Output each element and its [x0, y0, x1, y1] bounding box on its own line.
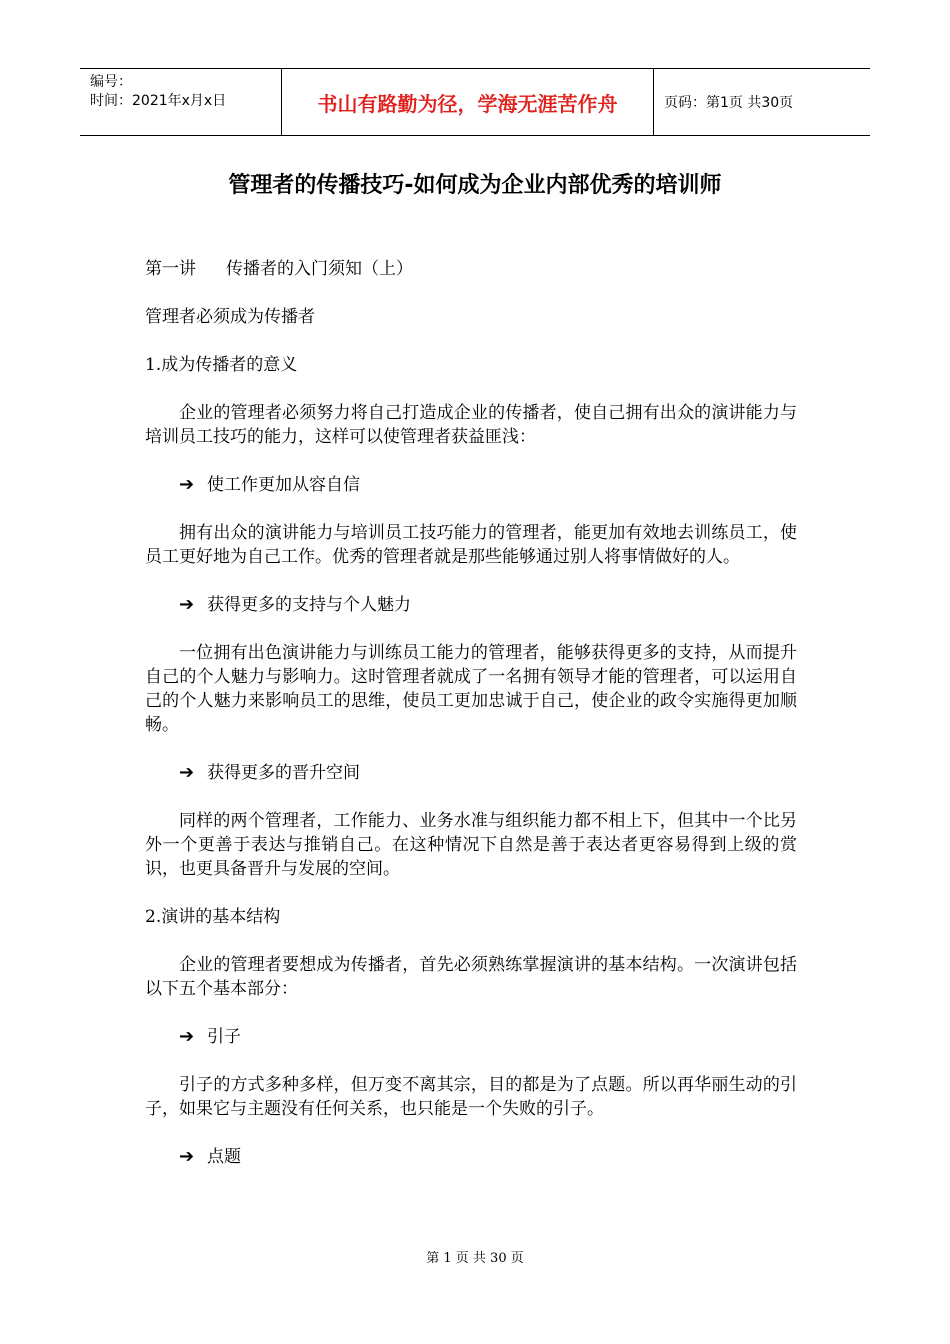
arrow-right-icon: ➔	[179, 474, 195, 495]
bullet-item	[179, 761, 797, 785]
header-meta	[80, 69, 282, 135]
lecture-number: 第一讲	[145, 259, 196, 279]
arrow-right-icon: ➔	[179, 1146, 195, 1167]
main-heading: 管理者必须成为传播者	[145, 307, 315, 327]
arrow-right-icon: ➔	[179, 1026, 195, 1047]
bullet-item	[179, 1145, 797, 1169]
bullet-label: 使工作更加从容自信	[207, 475, 360, 495]
arrow-right-icon: ➔	[179, 594, 195, 615]
number-label: 编号：	[90, 74, 132, 90]
header-page-info: 页码：第1页 共30页	[664, 95, 794, 111]
bullet-item	[179, 593, 797, 617]
bullet-item	[179, 473, 797, 497]
bullet-label: 引子	[207, 1027, 241, 1047]
bullet-paragraph: 一位拥有出色演讲能力与训练员工能力的管理者，能够获得更多的支持，从而提升自己的个人魅力与影响力。这时管理者就成了一名拥有领导才能的管理者，可以运用自己的个人魅力来影响员工的思维，使员工更加忠诚于自己，使企业的政令实施得更加顺畅。	[145, 643, 797, 735]
header-motto: 书山有路勤为径，学海无涯苦作舟	[282, 69, 654, 135]
bullet-paragraph: 拥有出众的演讲能力与培训员工技巧能力的管理者，能更加有效地去训练员工，使员工更好地为自己工作。优秀的管理者就是那些能够通过别人将事情做好的人。	[145, 523, 797, 567]
document-body	[145, 257, 797, 1193]
lecture-heading	[145, 257, 797, 281]
lecture-title: 传播者的入门须知（上）	[226, 259, 413, 279]
section-intro-2: 企业的管理者要想成为传播者，首先必须熟练掌握演讲的基本结构。一次演讲包括以下五个基本部分：	[145, 955, 797, 999]
page-header	[80, 68, 870, 136]
section-heading-2: 2.演讲的基本结构	[145, 907, 281, 927]
bullet-item	[179, 1025, 797, 1049]
page-footer: 第 1 页 共 30 页	[426, 1251, 524, 1266]
bullet-label: 获得更多的晋升空间	[207, 763, 360, 783]
section-intro-1: 企业的管理者必须努力将自己打造成企业的传播者，使自己拥有出众的演讲能力与培训员工技巧的能力，这样可以使管理者获益匪浅：	[145, 403, 797, 447]
arrow-right-icon: ➔	[179, 762, 195, 783]
bullet-label: 获得更多的支持与个人魅力	[207, 595, 411, 615]
document-title: 管理者的传播技巧-如何成为企业内部优秀的培训师	[228, 173, 722, 198]
bullet-paragraph: 引子的方式多种多样，但万变不离其宗，目的都是为了点题。所以再华丽生动的引子，如果它与主题没有任何关系，也只能是一个失败的引子。	[145, 1075, 797, 1119]
time-label: 时间：2021年x月x日	[90, 93, 227, 109]
bullet-label: 点题	[207, 1147, 241, 1167]
section-heading-1: 1.成为传播者的意义	[145, 355, 298, 375]
bullet-paragraph: 同样的两个管理者，工作能力、业务水准与组织能力都不相上下，但其中一个比另外一个更善于表达与推销自己。在这种情况下自然是善于表达者更容易得到上级的赏识，也更具备晋升与发展的空间。	[145, 811, 797, 879]
